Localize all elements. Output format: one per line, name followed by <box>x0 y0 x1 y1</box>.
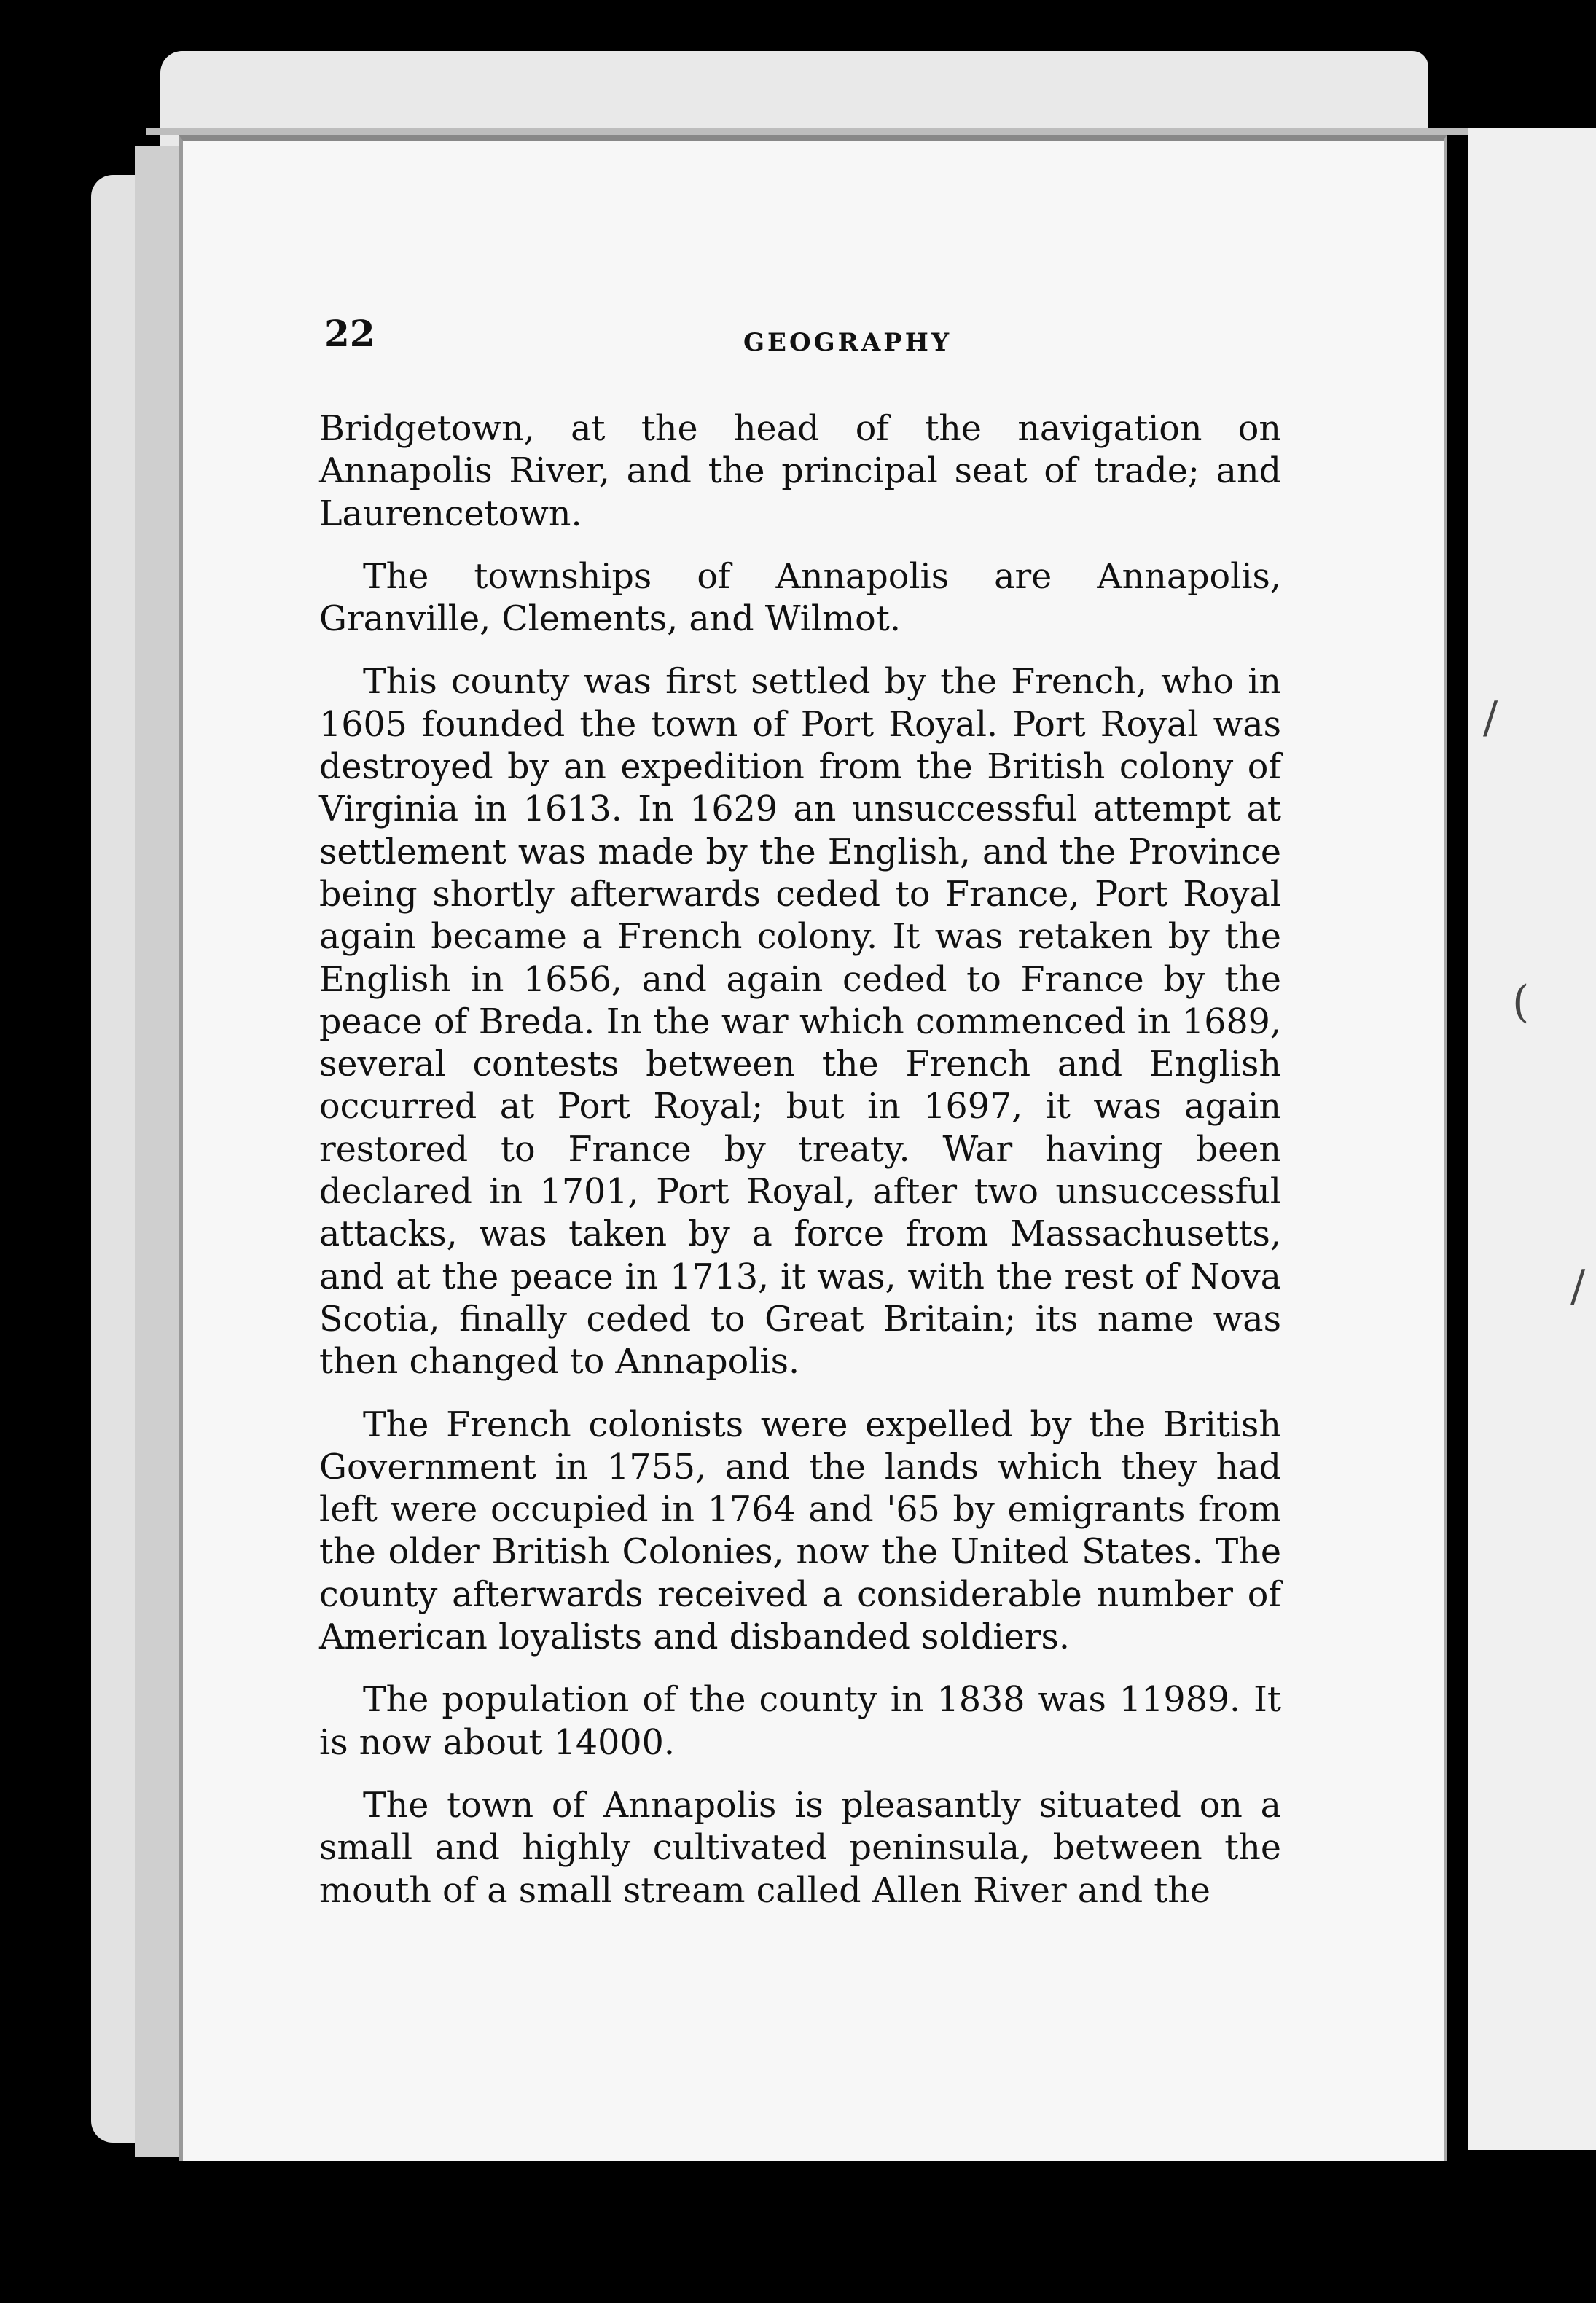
paragraph: The townships of Annapolis are Annapolis, Granville, Clements, and Wilmot. <box>319 556 1281 640</box>
running-head: GEOGRAPHY <box>743 328 952 357</box>
page-number: 22 <box>324 312 375 355</box>
paragraph: The town of Annapolis is pleasantly situated on a small and highly cultivated peninsula, between the mouth of a small stream called Allen River and the <box>319 1785 1281 1911</box>
paragraph: This county was first settled by the French, who in 1605 founded the town of Port Royal. Port Royal was destroyed by an expedition from the British colony of Virginia in 1613. In 1629 an unsuccessful attempt at settlement was made by the English, and the Province being shortly afterwards ceded to France, Port Royal again became a French colony. It was retaken by the English in 1656, and again ceded to France by the peace of Breda. In the war which commenced in 1689, several contests between the French and English occurred at Port Royal; but in 1697, it was again restored to France by treaty. War having been declared in 1701, Port Royal, after two unsuccessful attacks, was taken by a force from Massachusetts, and at the peace in 1713, it was, with the rest of Nova Scotia, finally ceded to Great Britain; its name was then changed to Annapolis. <box>319 662 1281 1383</box>
paragraph: Bridgetown, at the head of the navigation on Annapolis River, and the principal seat of trade; and Laurencetown. <box>319 409 1281 534</box>
paragraph: The population of the county in 1838 was 11989. It is now about 14000. <box>319 1680 1281 1763</box>
facing-page-mark: ( <box>1512 977 1530 1028</box>
facing-page-mark: / <box>1483 692 1498 743</box>
facing-page-mark: / <box>1570 1261 1586 1312</box>
back-page-shadow <box>146 128 1479 135</box>
paragraph: The French colonists were expelled by the British Government in 1755, and the lands which they had left were occupied in 1764 and '65 by emigrants from the older British Colonies, now the United States. The county afterwards received a considerable number of American loyalists and disbanded soldiers. <box>319 1404 1281 1658</box>
page-body <box>319 408 1281 1933</box>
page-header <box>324 312 1279 363</box>
facing-page-strip <box>1468 128 1596 2150</box>
